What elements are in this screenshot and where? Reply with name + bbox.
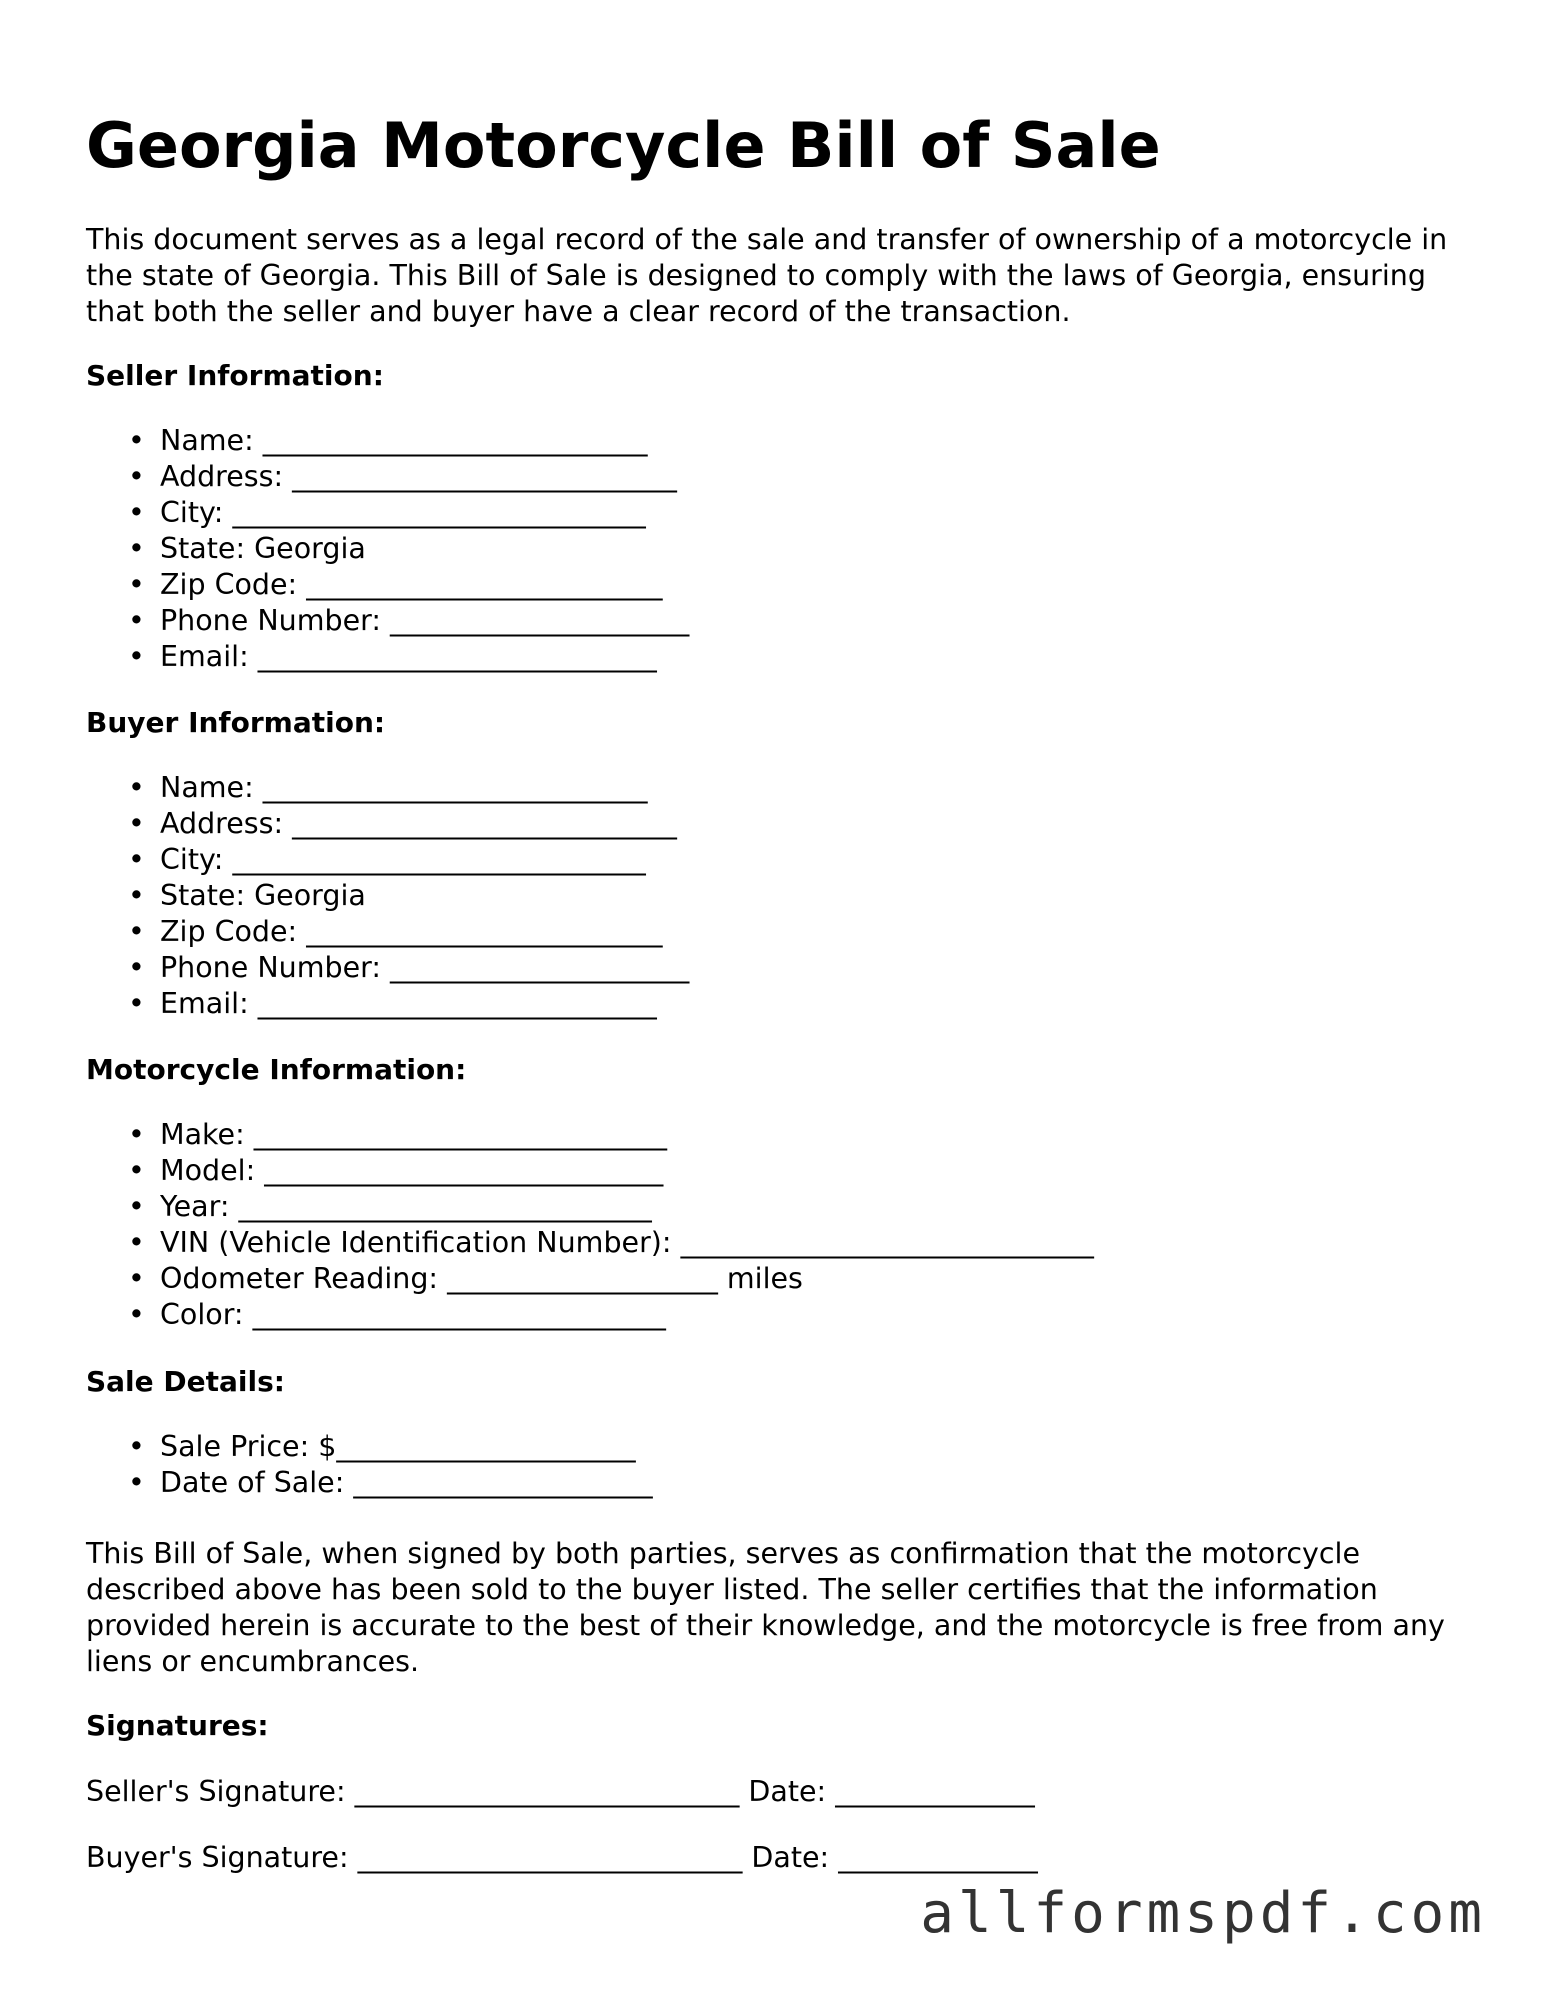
seller-signature-line[interactable]: Seller's Signature: ___________________________ Date: ______________ xyxy=(86,1775,1035,1808)
motorcycle-color-field[interactable]: • Color: _____________________________ xyxy=(128,1298,666,1331)
buyer-phone-field[interactable]: • Phone Number: _____________________ xyxy=(128,951,690,984)
buyer-signature-line[interactable]: Buyer's Signature: ___________________________ Date: ______________ xyxy=(86,1841,1038,1874)
seller-heading: Seller Information: xyxy=(86,359,384,392)
watermark-text: allformspdf.com xyxy=(920,1881,1486,1946)
closing-paragraph: This Bill of Sale, when signed by both parties, serves as confirmation that the motorcycle described above has been sold to the buyer listed. The seller certifies that the information provided herein is accurate to the best of their knowledge, and the motorcycle is free from any liens or encumbrances. xyxy=(86,1537,1445,1678)
motorcycle-year-field[interactable]: • Year: _____________________________ xyxy=(128,1190,652,1223)
bullet-icon: • xyxy=(128,879,145,912)
seller-zip-field[interactable]: • Zip Code: _________________________ xyxy=(128,568,663,601)
seller-state-field: • State: Georgia xyxy=(128,532,366,565)
bullet-icon: • xyxy=(128,1190,145,1223)
buyer-name-field[interactable]: • Name: ___________________________ xyxy=(128,771,648,804)
buyer-email-field[interactable]: • Email: ____________________________ xyxy=(128,987,657,1020)
sale-section xyxy=(86,1364,1466,1501)
bullet-icon: • xyxy=(128,1430,145,1463)
motorcycle-list xyxy=(86,1117,1466,1333)
bullet-icon: • xyxy=(128,532,145,565)
sale-list xyxy=(86,1429,1466,1501)
sale-heading: Sale Details: xyxy=(86,1365,285,1398)
signatures-heading: Signatures: xyxy=(86,1709,269,1742)
seller-address-field[interactable]: • Address: ___________________________ xyxy=(128,460,677,493)
motorcycle-section xyxy=(86,1052,1466,1333)
bullet-icon: • xyxy=(128,1118,145,1151)
intro-paragraph: This document serves as a legal record of the sale and transfer of ownership of a motorcycle in the state of Georgia. This Bill of Sale is designed to comply with the laws of Georgia, ensuring that both the seller and buyer have a clear record of the transaction. xyxy=(86,223,1448,328)
buyer-city-field[interactable]: • City: _____________________________ xyxy=(128,843,646,876)
bullet-icon: • xyxy=(128,1262,145,1295)
bullet-icon: • xyxy=(128,1466,145,1499)
bullet-icon: • xyxy=(128,951,145,984)
motorcycle-odometer-field[interactable]: • Odometer Reading: ___________________ miles xyxy=(128,1262,803,1295)
seller-phone-field[interactable]: • Phone Number: _____________________ xyxy=(128,604,690,637)
bullet-icon: • xyxy=(128,1154,145,1187)
bullet-icon: • xyxy=(128,460,145,493)
buyer-state-field: • State: Georgia xyxy=(128,879,366,912)
bullet-icon: • xyxy=(128,1298,145,1331)
seller-name-field[interactable]: • Name: ___________________________ xyxy=(128,424,648,457)
sale-price-field[interactable]: • Sale Price: $_____________________ xyxy=(128,1430,636,1463)
document-title: Georgia Motorcycle Bill of Sale xyxy=(86,109,1161,182)
sale-date-field[interactable]: • Date of Sale: _____________________ xyxy=(128,1466,653,1499)
buyer-zip-field[interactable]: • Zip Code: _________________________ xyxy=(128,915,663,948)
motorcycle-heading: Motorcycle Information: xyxy=(86,1053,467,1086)
seller-email-field[interactable]: • Email: ____________________________ xyxy=(128,640,657,673)
buyer-list xyxy=(86,770,1466,1022)
buyer-address-field[interactable]: • Address: ___________________________ xyxy=(128,807,677,840)
buyer-heading: Buyer Information: xyxy=(86,706,386,739)
motorcycle-make-field[interactable]: • Make: _____________________________ xyxy=(128,1118,667,1151)
bullet-icon: • xyxy=(128,424,145,457)
bullet-icon: • xyxy=(128,987,145,1020)
bullet-icon: • xyxy=(128,843,145,876)
bullet-icon: • xyxy=(128,807,145,840)
bullet-icon: • xyxy=(128,915,145,948)
seller-section xyxy=(86,358,1466,675)
bullet-icon: • xyxy=(128,604,145,637)
motorcycle-model-field[interactable]: • Model: ____________________________ xyxy=(128,1154,664,1187)
motorcycle-vin-field[interactable]: • VIN (Vehicle Identification Number): _____________________________ xyxy=(128,1226,1094,1259)
buyer-section xyxy=(86,705,1466,1022)
bullet-icon: • xyxy=(128,1226,145,1259)
bullet-icon: • xyxy=(128,640,145,673)
bullet-icon: • xyxy=(128,496,145,529)
seller-city-field[interactable]: • City: _____________________________ xyxy=(128,496,646,529)
bullet-icon: • xyxy=(128,771,145,804)
seller-list xyxy=(86,423,1466,675)
bullet-icon: • xyxy=(128,568,145,601)
